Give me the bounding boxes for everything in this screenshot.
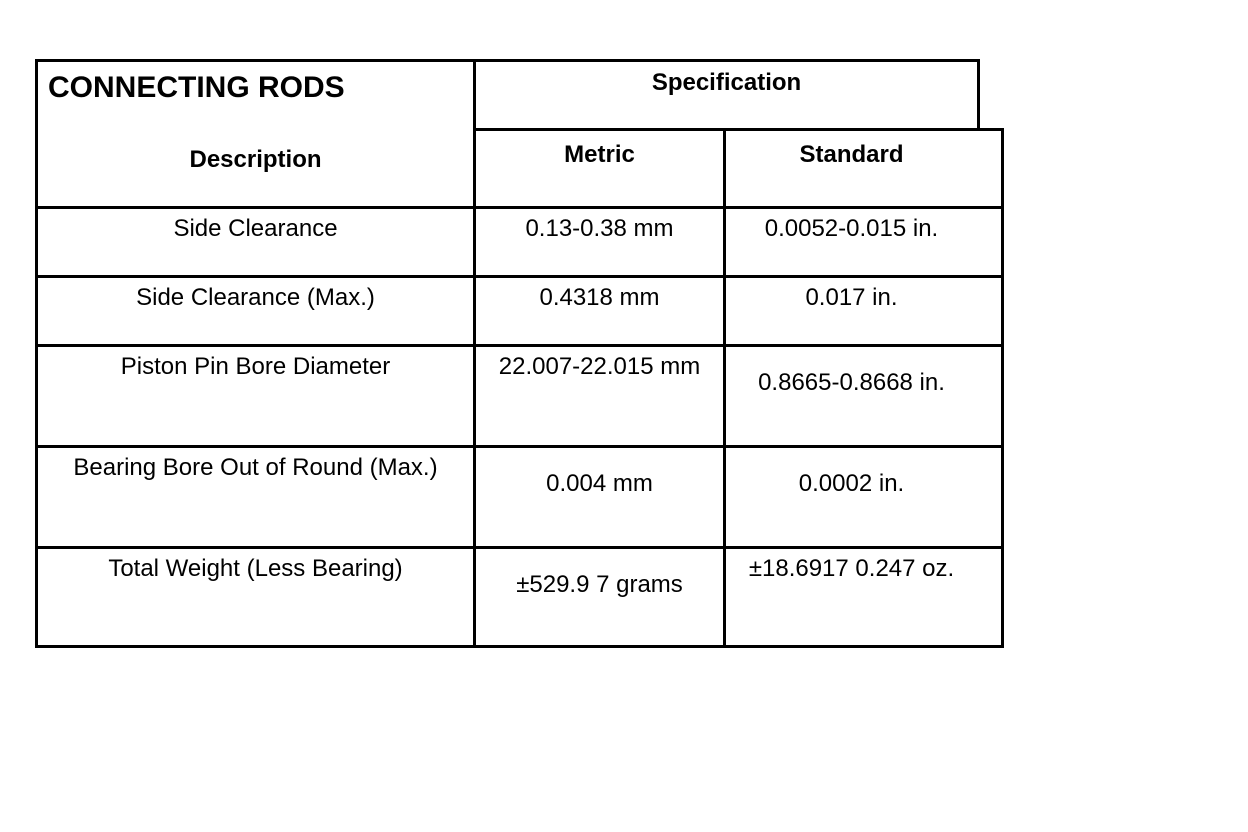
connecting-rods-spec-table — [35, 59, 980, 648]
right-edge-row-3 — [977, 344, 1004, 448]
row-metric: 22.007-22.015 mm — [498, 353, 701, 380]
table-row-side-clearance-max-standard — [723, 275, 980, 347]
row-standard: 0.0002 in. — [798, 470, 905, 497]
table-row-piston-pin-description — [35, 344, 476, 448]
row-description: Total Weight (Less Bearing) — [108, 555, 403, 582]
description-header: Description — [189, 146, 322, 173]
row-standard: 0.017 in. — [805, 284, 898, 311]
right-edge-row-2 — [977, 275, 1004, 347]
table-row-total-weight-description — [35, 546, 476, 648]
standard-header-cell — [723, 128, 980, 209]
table-row-piston-pin-metric — [473, 344, 726, 448]
metric-header-cell — [473, 128, 726, 209]
right-edge-row-4 — [977, 445, 1004, 549]
row-metric: 0.004 mm — [546, 470, 653, 497]
right-edge-row-5 — [977, 546, 1004, 648]
table-row-bearing-bore-standard — [723, 445, 980, 549]
row-metric: ±529.9 7 grams — [516, 571, 683, 598]
row-description: Side Clearance — [173, 215, 338, 242]
table-row-bearing-bore-description — [35, 445, 476, 549]
standard-header: Standard — [799, 141, 904, 168]
description-header-cell — [35, 59, 476, 209]
row-standard: 0.8665-0.8668 in. — [758, 369, 945, 396]
right-edge-header — [977, 128, 1004, 209]
table-title: CONNECTING RODS — [48, 71, 345, 104]
table-row-piston-pin-standard — [723, 344, 980, 448]
table-row-total-weight-standard — [723, 546, 980, 648]
row-description: Piston Pin Bore Diameter — [120, 353, 391, 380]
row-standard: ±18.6917 0.247 oz. — [748, 555, 955, 582]
row-metric: 0.4318 mm — [539, 284, 660, 311]
row-description: Side Clearance (Max.) — [136, 284, 375, 311]
specification-header-cell — [473, 59, 980, 131]
table-row-side-clearance-max-metric — [473, 275, 726, 347]
right-edge-row-1 — [977, 206, 1004, 278]
table-row-side-clearance-description — [35, 206, 476, 278]
table-row-total-weight-metric — [473, 546, 726, 648]
row-metric: 0.13-0.38 mm — [525, 215, 674, 242]
row-description: Bearing Bore Out of Round (Max.) — [73, 454, 438, 481]
row-standard: 0.0052-0.015 in. — [764, 215, 939, 242]
table-row-bearing-bore-metric — [473, 445, 726, 549]
table-row-side-clearance-standard — [723, 206, 980, 278]
table-row-side-clearance-metric — [473, 206, 726, 278]
table-row-side-clearance-max-description — [35, 275, 476, 347]
specification-header: Specification — [651, 69, 802, 96]
metric-header: Metric — [564, 141, 635, 168]
